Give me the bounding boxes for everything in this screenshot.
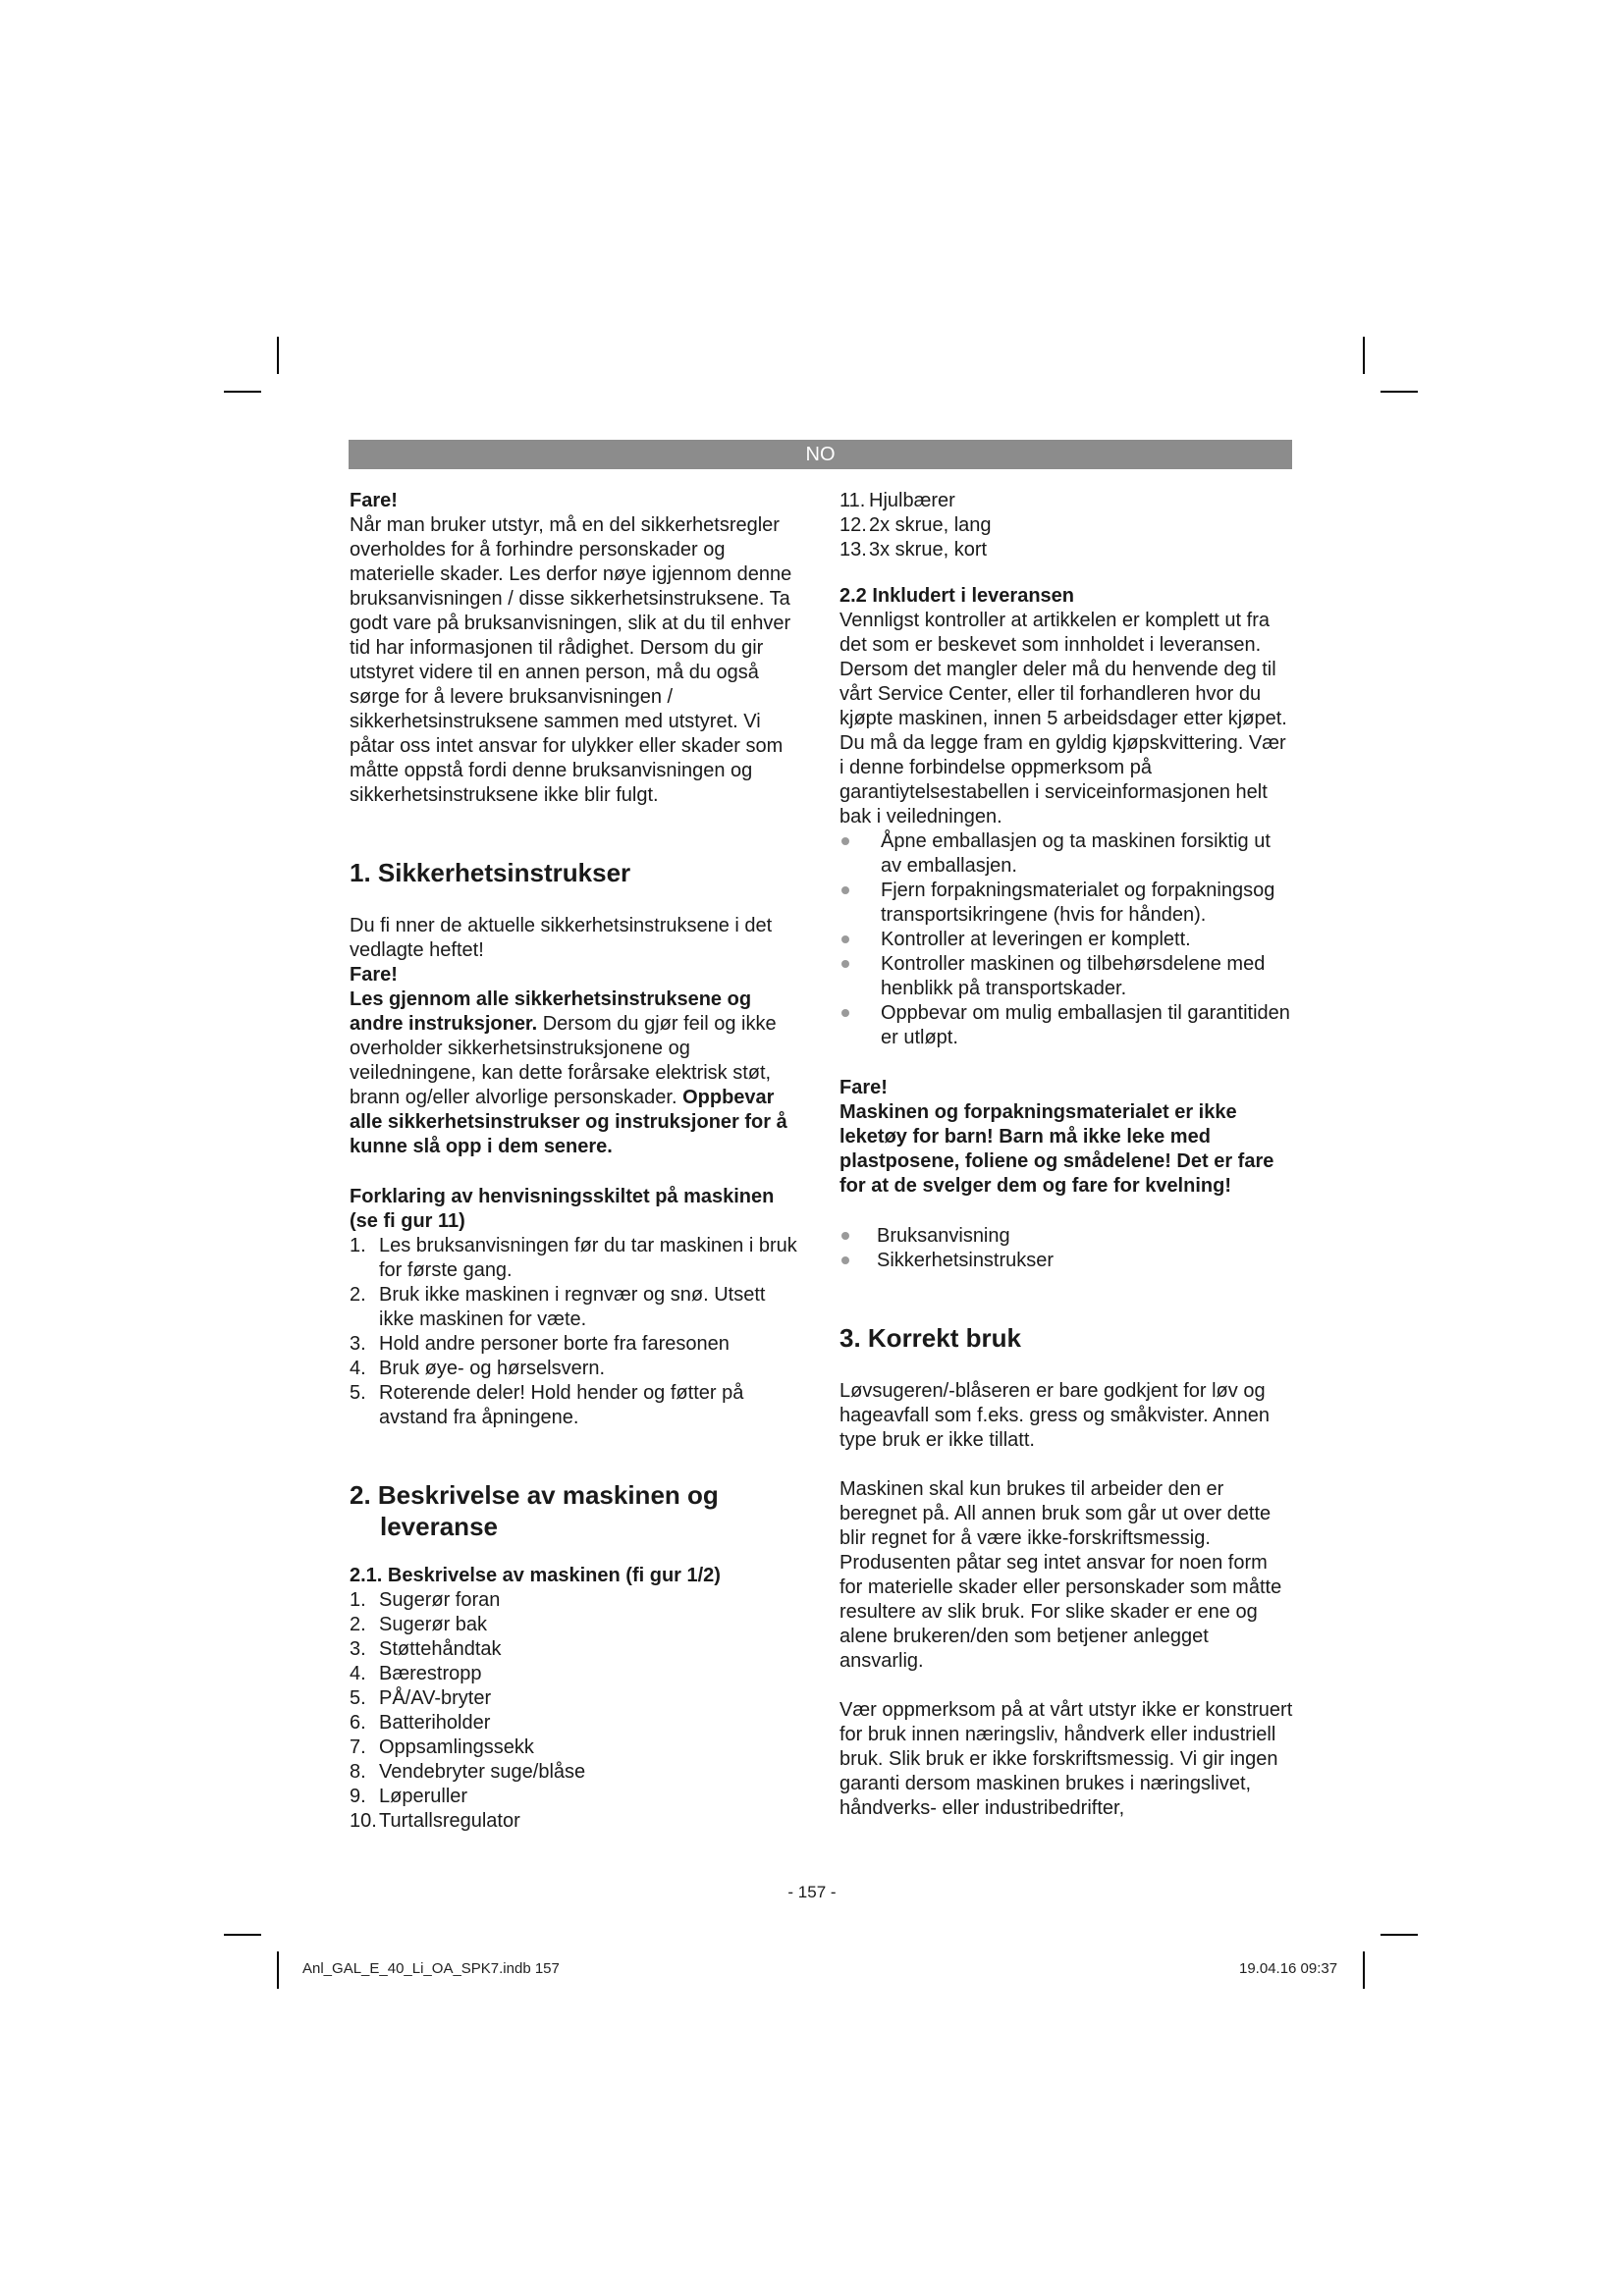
list-item: Sikkerhetsinstrukser: [839, 1249, 1293, 1273]
danger-paragraph-2: Maskinen og forpakningsmaterialet er ikke leketøy for barn! Barn må ikke leke med plastposene, foliene og smådelene! Det er fare for at de svelger dem og fare for kvelning!: [839, 1101, 1274, 1197]
sign-explanation-heading: Forklaring av henvisningsskiltet på maskinen (se fi gur 11): [350, 1186, 775, 1232]
list-item: 2. Sugerør bak: [350, 1614, 488, 1635]
page-number: - 157 -: [787, 1883, 837, 1901]
section-3-paragraph-3: Vær oppmerksom på at vårt utstyr ikke er konstruert for bruk innen næringsliv, håndverk eller industriell bruk. Slik bruk er ikke forskriftsmessig. Vi gir ingen garanti dersom maskinen brukes i næringslivet, håndverks- eller industribedrifter,: [839, 1699, 1293, 1819]
machine-parts-list: [350, 1588, 805, 1834]
crop-mark-top-right-vertical: [1363, 337, 1365, 374]
section-1-intro: Du fi nner de aktuelle sikkerhetsinstruksene i det vedlagte heftet!: [350, 915, 773, 961]
list-item: 3. Støttehåndtak: [350, 1638, 502, 1660]
list-item: 1. Les bruksanvisningen før du tar maskinen i bruk for første gang.: [350, 1235, 797, 1281]
section-1-danger-text: [350, 988, 805, 1159]
left-column: [350, 489, 805, 1834]
unpacking-steps-list: [839, 829, 1293, 1050]
list-item: 1. Sugerør foran: [350, 1589, 501, 1611]
danger-paragraph: Når man bruker utstyr, må en del sikkerhetsregler overholdes for å forhindre personskader og materielle skader. Les derfor nøye igjennom denne bruksanvisningen / disse sikkerhetsinstruksene. Ta godt vare på bruksanvisningen, slik at du til enhver tid har informasjonen til rådighet. Dersom du gir utstyret videre til en annen person, må du også sørge for å levere bruksanvisningen / sikkerhetsinstruksene sammen med utstyret. Vi påtar oss intet ansvar for ulykker eller skader som måtte oppstå fordi denne bruksanvisningen og sikkerhetsinstruksene ikke blir fulgt.: [350, 514, 792, 806]
danger-heading-2: Fare!: [839, 1077, 888, 1098]
danger-heading: Fare!: [350, 490, 398, 511]
list-item: 2. Bruk ikke maskinen i regnvær og snø. Utsett ikke maskinen for væte.: [350, 1284, 766, 1330]
section-2-2-text: Vennligst kontroller at artikkelen er komplett ut fra det som er beskevet som innholdet i leveransen. Dersom det mangler deler må du henvende deg til vårt Service Center, eller til forhandleren hvor du kjøpte maskinen, innen 5 arbeidsdager etter kjøpet. Du må da legge fram en gyldig kjøpskvittering. Vær i denne forbindelse oppmerksom på garantiytelsestabellen i serviceinformasjonen helt bak i veiledningen.: [839, 610, 1287, 828]
section-2-heading: 2. Beskrivelse av maskinen og leveranse: [350, 1480, 719, 1541]
section-2-2-heading: 2.2 Inkludert i leveransen: [839, 585, 1074, 607]
section-1-heading: 1. Sikkerhetsinstrukser: [350, 858, 631, 887]
list-item: 5. Roterende deler! Hold hender og føtter på avstand fra åpningene.: [350, 1382, 744, 1428]
list-item: 3. Hold andre personer borte fra faresonen: [350, 1333, 730, 1355]
crop-mark-bottom-left-vertical: [277, 1951, 279, 1989]
crop-mark-top-right-horizontal: [1380, 391, 1418, 393]
section-2-1-heading: 2.1. Beskrivelse av maskinen (fi gur 1/2): [350, 1565, 721, 1586]
included-documents-list: [839, 1224, 1293, 1273]
list-item: 9. Løperuller: [350, 1786, 468, 1807]
danger-bold-1: Les gjennom alle sikkerhetsinstruksene og andre instruksjoner.: [350, 988, 752, 1035]
machine-parts-list-continued: [839, 489, 1293, 562]
section-3-heading: 3. Korrekt bruk: [839, 1323, 1021, 1353]
crop-mark-bottom-right-vertical: [1363, 1951, 1365, 1989]
footer-timestamp: 19.04.16 09:37: [1239, 1960, 1338, 1977]
list-item: 6. Batteriholder: [350, 1712, 491, 1734]
list-item: Fjern forpakningsmaterialet og forpakningsog transportsikringene (hvis for hånden).: [839, 879, 1293, 928]
crop-mark-top-left-horizontal: [224, 391, 261, 393]
list-item: Kontroller at leveringen er komplett.: [839, 928, 1293, 952]
footer-filename: Anl_GAL_E_40_Li_OA_SPK7.indb 157: [302, 1960, 560, 1977]
list-item: 13. 3x skrue, kort: [839, 539, 988, 561]
crop-mark-top-left-vertical: [277, 337, 279, 374]
section-3-paragraph-1: Løvsugeren/-blåseren er bare godkjent for løv og hageavfall som f.eks. gress og småkvister. Annen type bruk er ikke tillatt.: [839, 1380, 1270, 1451]
right-column: [839, 489, 1293, 1821]
list-item: Oppbevar om mulig emballasjen til garantitiden er utløpt.: [839, 1001, 1293, 1050]
list-item: Kontroller maskinen og tilbehørsdelene med henblikk på transportskader.: [839, 952, 1293, 1001]
list-item: Bruksanvisning: [839, 1224, 1293, 1249]
sign-explanation-list: [350, 1234, 805, 1430]
crop-mark-bottom-right-horizontal: [1380, 1934, 1418, 1936]
list-item: 12. 2x skrue, lang: [839, 514, 992, 536]
crop-mark-bottom-left-horizontal: [224, 1934, 261, 1936]
list-item: 7. Oppsamlingssekk: [350, 1736, 534, 1758]
list-item: 8. Vendebryter suge/blåse: [350, 1761, 586, 1783]
list-item: Åpne emballasjen og ta maskinen forsiktig ut av emballasjen.: [839, 829, 1293, 879]
list-item: 10. Turtallsregulator: [350, 1810, 520, 1832]
list-item: 4. Bærestropp: [350, 1663, 482, 1684]
language-header-bar: NO: [349, 440, 1292, 469]
section-3-paragraph-2: Maskinen skal kun brukes til arbeider den er beregnet på. All annen bruk som går ut over dette blir regnet for å være ikke-forskriftsmessig. Produsenten påtar seg intet ansvar for noen form for materielle skader eller personskader som måtte resultere av slik bruk. For slike skader er ene og alene brukeren/den som betjener anlegget ansvarlig.: [839, 1478, 1282, 1672]
danger-bold-2: Oppbevar alle sikkerhetsinstrukser og instruksjoner for å kunne slå opp i dem senere.: [350, 1087, 787, 1157]
list-item: 5. PÅ/AV-bryter: [350, 1687, 492, 1709]
list-item: 4. Bruk øye- og hørselsvern.: [350, 1358, 606, 1379]
section-1-danger-label: Fare!: [350, 964, 398, 986]
list-item: 11. Hjulbærer: [839, 490, 955, 511]
danger-normal: Dersom du gjør feil og ikke overholder sikkerhetsinstruksjonene og veiledningene, kan dette forårsake elektrisk støt, brann og/eller alvorlige personskader.: [350, 1013, 777, 1108]
